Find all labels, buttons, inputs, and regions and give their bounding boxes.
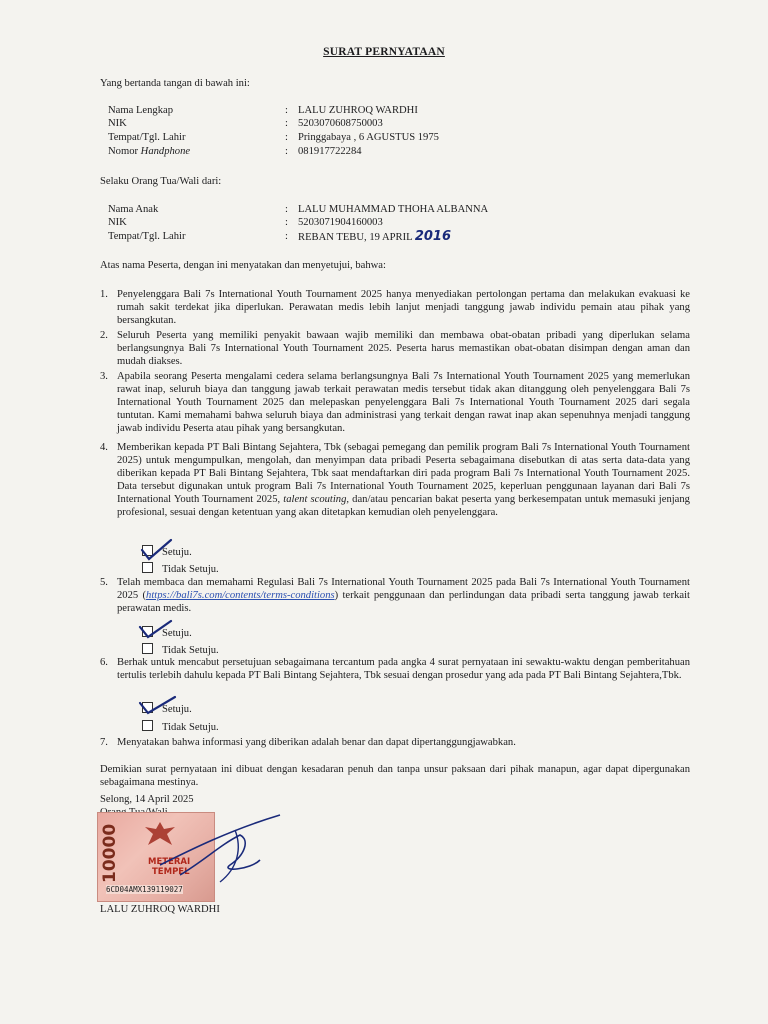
- disagree-checkbox[interactable]: [142, 720, 153, 731]
- disagree-checkbox[interactable]: [142, 643, 153, 654]
- parent-name-label: Nama Lengkap: [108, 105, 174, 116]
- check-mark-icon: [137, 618, 173, 642]
- check-mark-icon: [138, 538, 174, 564]
- check-mark-icon: [137, 694, 177, 718]
- guardian-intro: Selaku Orang Tua/Wali dari:: [100, 176, 222, 187]
- child-birth-value: REBAN TEBU, 19 APRIL 2016: [298, 229, 452, 244]
- parent-nik-label: NIK: [108, 118, 127, 129]
- statement-item-3: 3. Apabila seorang Peserta mengalami cedera selama berlangsungnya Bali 7s International Youth Tournament 2025 yang memerlukan rawat inap, seluruh biaya dan tanggung jawab terkait perawatan medis tersebut tidak akan ditanggung oleh penyelenggara Bali 7s International Youth Tournament 2025 dan melepaskan penyelenggara Bali 7s International Youth Tournament 2025 dari segala tuntutan. Kami memahami bahwa seluruh biaya dan administrasi yang terkait dengan rawat inap akan sepenuhnya menjadi tanggung jawab individu Peserta atau pihak yang bersangkutan.: [100, 371, 690, 434]
- signature-icon: [150, 810, 290, 890]
- document-title: SURAT PERNYATAAN: [323, 46, 445, 58]
- stamp-word-1: METERAI: [148, 857, 191, 867]
- statement-item-2: 2. Seluruh Peserta yang memiliki penyakit bawaan wajib memiliki dan membawa obat-obatan pribadi yang diperlukan selama berlangsungnya Bali 7s International Youth Tournament 2025. Peserta harus memastikan obat-obatan disimpan dengan aman dan mudah diakses.: [100, 330, 690, 367]
- statement-item-7: 7. Menyatakan bahwa informasi yang diberikan adalah benar dan dapat dipertanggungjawabkan.: [100, 737, 516, 748]
- place-date: Selong, 14 April 2025: [100, 794, 194, 805]
- intro-text: Yang bertanda tangan di bawah ini:: [100, 78, 250, 89]
- handwritten-year: 2016: [414, 229, 452, 244]
- terms-link[interactable]: https://bali7s.com/contents/terms-conditions: [146, 590, 335, 601]
- document-page: SURAT PERNYATAAN Yang bertanda tangan di bawah ini: Nama Lengkap : LALU ZUHROQ WARDHI NIK : 5203070608750003 Tempat/Tgl. Lahir : Pringgabaya , 6 AGUSTUS 1975 Nomor Handphone : 081917722284 Selaku Orang Tua/Wali dari: Nama Anak : LALU MUHAMMAD THOHA ALBANNA NIK : 5203071904160003 Tempat/Tgl. Lahir : REBAN TEBU, 19 APRIL 2016 Atas nama Peserta, dengan ini menyatakan dan menyetujui, bahwa: 1. Penyelenggara Bali 7s International Youth Tournament 2025 hanya menyediakan pertolongan pertama dan melakukan evakuasi ke rumah sakit terdekat jika diperlukan. Perawatan medis lebih lanjut menjadi tanggung jawab individu pemain atau pihak yang bersangkutan. 2. Seluruh Peserta yang memiliki penyakit bawaan wajib memiliki dan membawa obat-obatan pribadi yang diperlukan selama berlangsungnya Bali 7s International Youth Tournament 2025. Peserta harus memastikan obat-obatan disimpan dengan aman dan mudah diakses. 3. Apabila seorang Peserta mengalami cedera selama berlangsungnya Bali 7s International Youth Tournament 2025 yang memerlukan rawat inap, seluruh biaya dan tanggung jawab terkait perawatan medis tersebut tidak akan ditanggung oleh penyelenggara Bali 7s International Youth Tournament 2025 dan melepaskan penyelenggara Bali 7s International Youth Tournament 2025 dari segala tuntutan. Kami memahami bahwa seluruh biaya dan administrasi yang terkait dengan rawat inap akan sepenuhnya menjadi tanggung jawab individu Peserta atau pihak yang bersangkutan. 4. Memberikan kepada PT Bali Bintang Sejahtera, Tbk (sebagai pemegang dan pemilik program Bali 7s International Youth Tournament 2025) untuk mengumpulkan, mengolah, dan menyimpan data pribadi Peserta sebagaimana disebutkan di atas serta data-data yang diberikan kepada PT Bali Bintang Sejahtera, Tbk saat mendaftarkan diri pada program Bali 7s International Youth Tournament 2025. Data tersebut digunakan untuk program Bali 7s International Youth Tournament 2025, keperluan penggunaan layanan dari Bali 7s International Youth Tournament 2025, talent scouting, dan/atau pencarian bakat peserta yang berkesempatan untuk memasuki jenjang profesional, sesuai dengan ketentuan yang akan ditetapkan kemudian oleh penyelenggara. Setuju. Tidak Setuju. 5. Telah membaca dan memahami Regulasi Bali 7s International Youth Tournament 2025 pada Bali 7s International Youth Tournament 2025 (https://bali7s.com/contents/terms-conditions) terkait penggunaan dan perlindungan data pribadi serta tanggung jawab terkait perawatan medis. Setuju. Tidak Setuju. 6. Berhak untuk mencabut persetujuan sebagaimana tercantum pada angka 4 surat pernyataan ini sewaktu-waktu dengan pemberitahuan tertulis terlebih dahulu kepada PT Bali Bintang Sejahtera, Tbk sesuai dengan prosedur yang ada pada PT Bali Bintang Sejahtera,Tbk. Setuju. Tidak Setuju. 7. Menyatakan bahwa informasi yang diberikan adalah benar dan dapat dipertanggungjawabkan. Demikian surat pernyataan ini dibuat dengan kesadaran penuh dan tanpa unsur paksaan dari pihak manapun, agar dapat dipergunakan sebagaimana mestinya. Selong, 14 April 2025 10000 METERAI TEMPEL 6CD04AMX139119027 LALU ZUHROQ WARDHI: [0, 0, 768, 1024]
- parent-phone-value: 081917722284: [298, 146, 362, 157]
- item-6-agree-option[interactable]: Setuju.: [142, 702, 192, 716]
- parent-birth-label: Tempat/Tgl. Lahir: [108, 132, 186, 143]
- child-nik-value: 5203071904160003: [298, 217, 383, 228]
- signer-name: LALU ZUHROQ WARDHI: [100, 904, 220, 915]
- child-name-value: LALU MUHAMMAD THOHA ALBANNA: [298, 204, 489, 215]
- child-birth-label: Tempat/Tgl. Lahir: [108, 231, 186, 242]
- closing-paragraph: Demikian surat pernyataan ini dibuat dengan kesadaran penuh dan tanpa unsur paksaan dari pihak manapun, agar dapat dipergunakan sebagaimana mestinya.: [100, 764, 690, 788]
- statement-item-4: 4. Memberikan kepada PT Bali Bintang Sejahtera, Tbk (sebagai pemegang dan pemilik program Bali 7s International Youth Tournament 2025) untuk mengumpulkan, mengolah, dan menyimpan data pribadi Peserta sebagaimana disebutkan di atas serta data-data yang diberikan kepada PT Bali Bintang Sejahtera, Tbk saat mendaftarkan diri pada program Bali 7s International Youth Tournament 2025. Data tersebut digunakan untuk program Bali 7s International Youth Tournament 2025, keperluan penggunaan layanan dari Bali 7s International Youth Tournament 2025, talent scouting, dan/atau pencarian bakat peserta yang berkesempatan untuk memasuki jenjang profesional, sesuai dengan ketentuan yang akan ditetapkan kemudian oleh penyelenggara.: [100, 442, 690, 518]
- child-name-label: Nama Anak: [108, 204, 159, 215]
- stamp-amount: 10000: [100, 823, 120, 883]
- item-4-agree-option[interactable]: Setuju.: [142, 545, 192, 559]
- item-6-disagree-option[interactable]: Tidak Setuju.: [142, 720, 219, 734]
- item-5-disagree-option[interactable]: Tidak Setuju.: [142, 643, 219, 657]
- statement-intro: Atas nama Peserta, dengan ini menyatakan dan menyetujui, bahwa:: [100, 260, 386, 271]
- statement-item-6: 6. Berhak untuk mencabut persetujuan sebagaimana tercantum pada angka 4 surat pernyataan ini sewaktu-waktu dengan pemberitahuan tertulis terlebih dahulu kepada PT Bali Bintang Sejahtera, Tbk sesuai dengan prosedur yang ada pada PT Bali Bintang Sejahtera,Tbk.: [100, 657, 690, 681]
- parent-birth-value: Pringgabaya , 6 AGUSTUS 1975: [298, 132, 439, 143]
- statement-item-1: 1. Penyelenggara Bali 7s International Youth Tournament 2025 hanya menyediakan pertolongan pertama dan melakukan evakuasi ke rumah sakit terdekat jika diperlukan. Perawatan medis lebih lanjut menjadi tanggung jawab individu pemain atau pihak yang bersangkutan.: [100, 289, 690, 326]
- stamp-word-2: TEMPEL: [152, 867, 190, 877]
- parent-phone-label: Nomor Handphone: [108, 146, 191, 157]
- stamp-serial: 6CD04AMX139119027: [106, 885, 183, 894]
- statement-item-5: 5. Telah membaca dan memahami Regulasi Bali 7s International Youth Tournament 2025 pada Bali 7s International Youth Tournament 2025 (https://bali7s.com/contents/terms-conditions) terkait penggunaan dan perlindungan data pribadi serta tanggung jawab terkait perawatan medis.: [100, 577, 690, 614]
- parent-nik-value: 5203070608750003: [298, 118, 383, 129]
- item-4-disagree-option[interactable]: Tidak Setuju.: [142, 562, 219, 576]
- item-5-agree-option[interactable]: Setuju.: [142, 626, 192, 640]
- child-nik-label: NIK: [108, 217, 127, 228]
- parent-name-value: LALU ZUHROQ WARDHI: [298, 105, 418, 116]
